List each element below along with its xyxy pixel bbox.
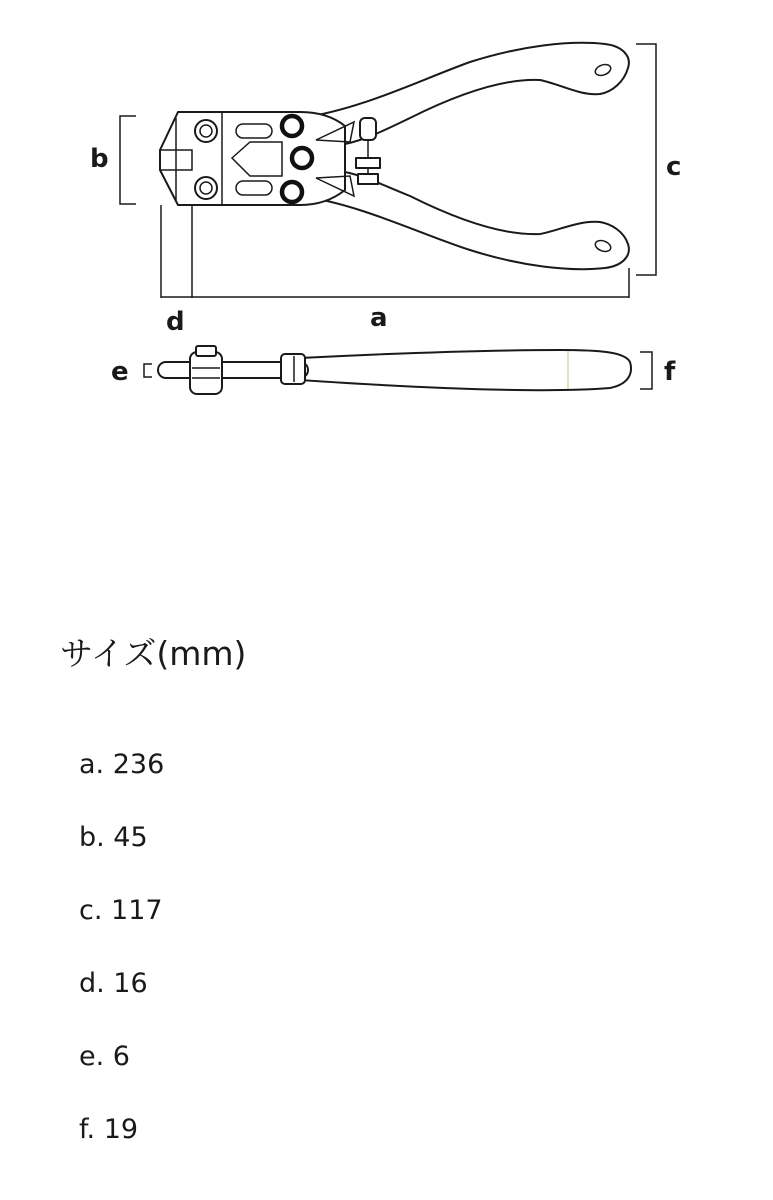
spec-item-f: f. 19 — [79, 1114, 139, 1145]
side-bolt-head — [196, 346, 216, 356]
upper-handle — [300, 43, 629, 144]
pivot-ring-upper — [282, 116, 302, 136]
spec-item-a: a. 236 — [79, 749, 165, 780]
pivot-ring-center — [292, 148, 312, 168]
dim-e-bracket — [144, 364, 152, 377]
spec-item-e: e. 6 — [79, 1041, 130, 1072]
jaw-bolt-lower — [195, 177, 217, 199]
cutter-top-view — [160, 43, 629, 269]
spec-list — [79, 748, 164, 1186]
dim-label-e: e — [111, 357, 129, 387]
dim-label-d: d — [166, 307, 185, 337]
adjust-screw-top — [360, 118, 376, 140]
spec-item-d: d. 16 — [79, 968, 148, 999]
dim-label-f: f — [664, 357, 676, 387]
bolt-cutter-dimension-diagram — [0, 0, 773, 420]
cutter-side-view — [158, 346, 631, 394]
side-ferrule — [281, 354, 305, 384]
jaw-bolt-upper — [195, 120, 217, 142]
jaw-head — [160, 112, 345, 205]
spec-item-b: b. 45 — [79, 822, 148, 853]
dim-b-bracket — [120, 116, 136, 204]
dim-label-a: a — [370, 303, 388, 333]
side-bolt-stack — [190, 352, 222, 394]
pivot-ring-lower — [282, 182, 302, 202]
spec-item-c: c. 117 — [79, 895, 163, 926]
dim-c-bracket — [636, 44, 656, 275]
size-section-title: サイズ(mm) — [60, 634, 247, 673]
side-handle — [300, 350, 631, 390]
adjust-screw-bottom — [358, 174, 378, 184]
dim-f-bracket — [640, 352, 652, 389]
lower-handle — [300, 172, 629, 269]
adjust-screw-nut — [356, 158, 380, 168]
dim-label-b: b — [90, 144, 109, 174]
dim-label-c: c — [666, 152, 682, 182]
